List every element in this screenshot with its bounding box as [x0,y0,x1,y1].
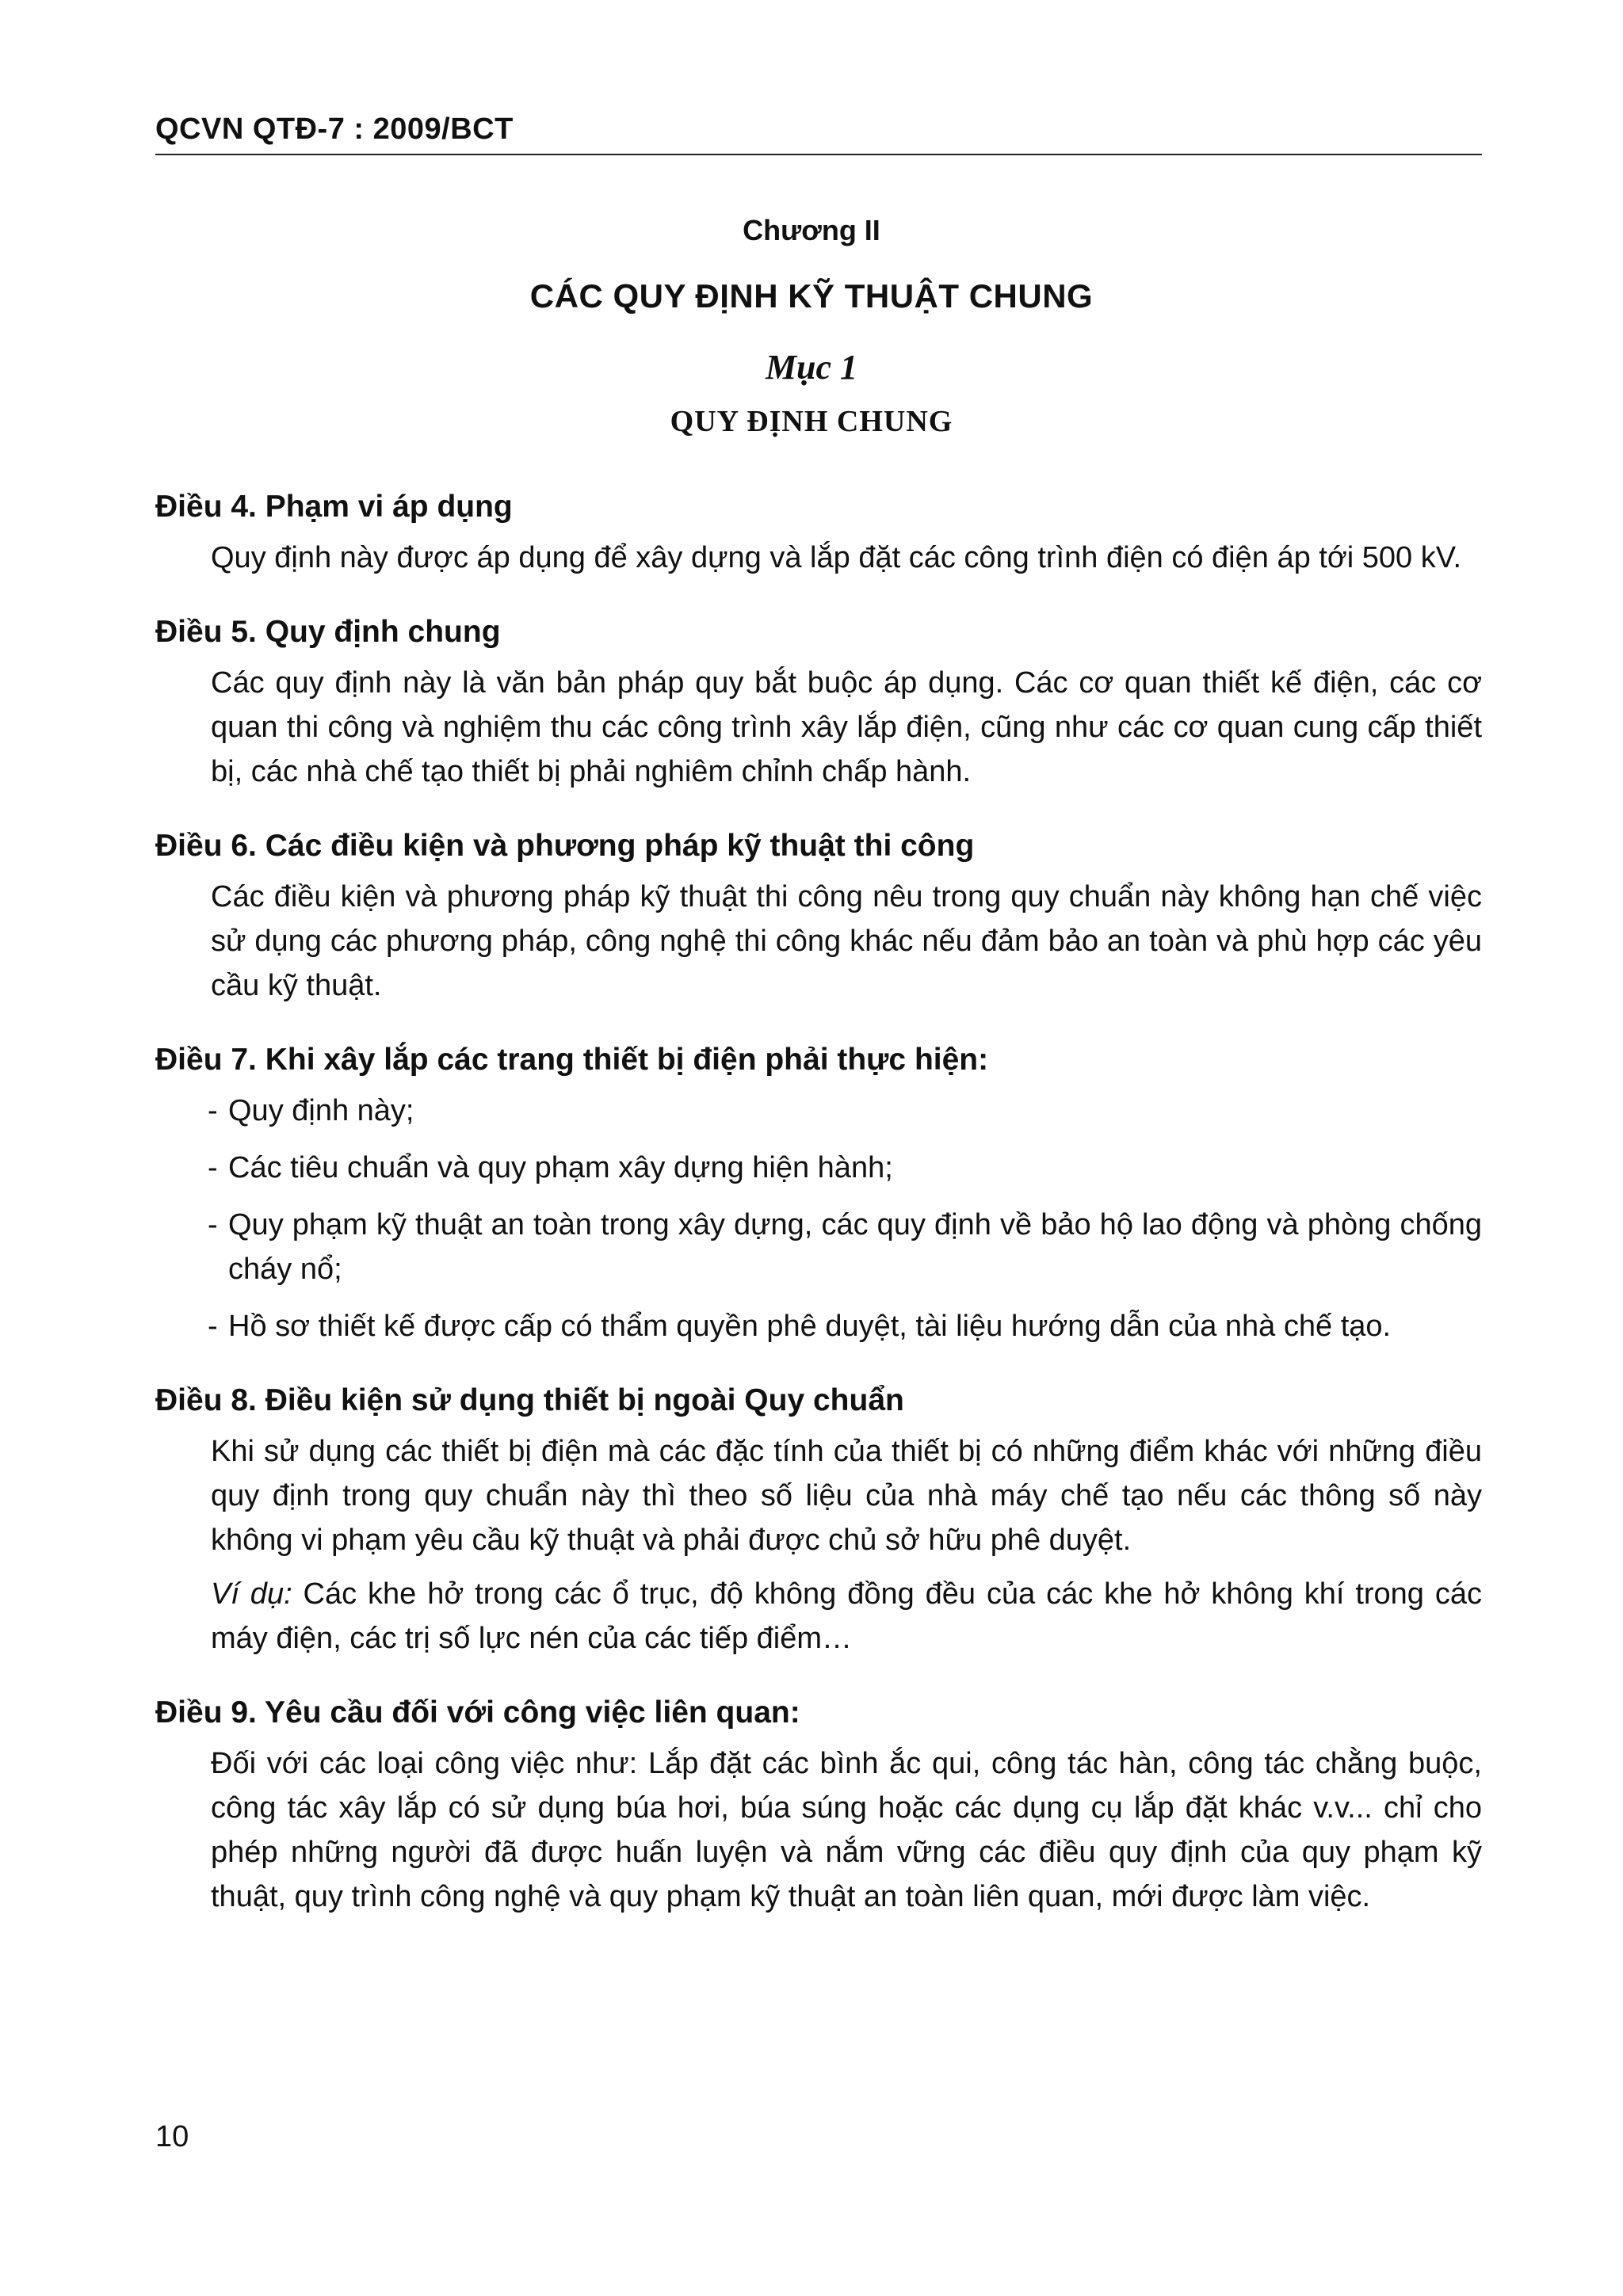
standard-code: QCVN QTĐ-7 : 2009/BCT [155,113,514,146]
article-body [211,536,1482,580]
paragraph: Các điều kiện và phương pháp kỹ thuật thi công nêu trong quy chuẩn này không hạn chế việc sử dụng các phương pháp, công nghệ thi công khác nếu đảm bảo an toàn và phù hợp các yêu cầu kỹ thuật. [211,880,1482,1002]
page-header [155,111,1482,155]
paragraph: Quy định này được áp dụng để xây dựng và lắp đặt các công trình điện có điện áp tới 500 kV. [211,541,1462,574]
paragraph: Đối với các loại công việc như: Lắp đặt các bình ắc qui, công tác hàn, công tác chằng buộc, công tác xây lắp có sử dụng búa hơi, búa súng hoặc các dụng cụ lắp đặt khác v.v... chỉ cho phép những người đã được huấn luyện và nắm vững các điều quy định của quy phạm kỹ thuật, quy trình công nghệ và quy phạm kỹ thuật an toàn liên quan, mới được làm việc. [211,1747,1482,1913]
chapter-label: Chương II [743,214,880,246]
list-item-text: Quy phạm kỹ thuật an toàn trong xây dựng, các quy định về bảo hộ lao động và phòng chống cháy nổ; [228,1208,1482,1286]
article-title: Điều 5. Quy định chung [155,615,501,649]
list-item [208,1146,1482,1190]
document-body [155,485,1482,1949]
list-item-text: Các tiêu chuẩn và quy phạm xây dựng hiện hành; [228,1151,893,1184]
example-paragraph [211,1572,1482,1661]
list-item-text: Quy định này; [228,1094,414,1127]
article-body [211,661,1482,794]
dash-marker: - [208,1094,218,1127]
article-title: Điều 7. Khi xây lắp các trang thiết bị điện phải thực hiện: [155,1043,989,1077]
article-4 [155,485,1482,580]
article-body [211,1741,1482,1919]
section-title: QUY ĐỊNH CHUNG [670,405,953,438]
article-5 [155,610,1482,794]
requirement-list [208,1089,1482,1348]
section-label: Mục 1 [765,348,858,387]
article-body [211,875,1482,1008]
article-title: Điều 9. Yêu cầu đối với công việc liên quan: [155,1695,800,1730]
article-8 [155,1379,1482,1661]
list-item [208,1089,1482,1133]
example-lead: Ví dụ: [211,1577,292,1611]
chapter-title: CÁC QUY ĐỊNH KỸ THUẬT CHUNG [529,277,1094,315]
article-7 [155,1038,1482,1348]
list-item-text: Hồ sơ thiết kế được cấp có thẩm quyền phê duyệt, tài liệu hướng dẫn của nhà chế tạo. [228,1310,1392,1343]
list-item [208,1304,1482,1348]
page-number: 10 [155,2120,189,2153]
article-title: Điều 6. Các điều kiện và phương pháp kỹ thuật thi công [155,829,975,863]
example-text: Các khe hở trong các ổ trục, độ không đồng đều của các khe hở không khí trong các máy điện, các trị số lực nén của các tiếp điểm… [211,1577,1482,1655]
article-6 [155,824,1482,1008]
paragraph: Các quy định này là văn bản pháp quy bắt buộc áp dụng. Các cơ quan thiết kế điện, các cơ quan thi công và nghiệm thu các công trình xây lắp điện, cũng như các cơ quan cung cấp thiết bị, các nhà chế tạo thiết bị phải nghiêm chỉnh chấp hành. [211,666,1482,788]
article-body [211,1429,1482,1661]
article-9 [155,1691,1482,1919]
dash-marker: - [208,1208,218,1241]
list-item [208,1203,1482,1291]
article-title: Điều 4. Phạm vi áp dụng [155,490,513,524]
dash-marker: - [208,1151,218,1184]
dash-marker: - [208,1310,218,1343]
article-title: Điều 8. Điều kiện sử dụng thiết bị ngoài Quy chuẩn [155,1383,904,1417]
paragraph: Khi sử dụng các thiết bị điện mà các đặc tính của thiết bị có những điểm khác với những điều quy định trong quy chuẩn này thì theo số liệu của nhà máy chế tạo nếu các thông số này không vi phạm yêu cầu kỹ thuật và phải được chủ sở hữu phê duyệt. [211,1435,1482,1557]
